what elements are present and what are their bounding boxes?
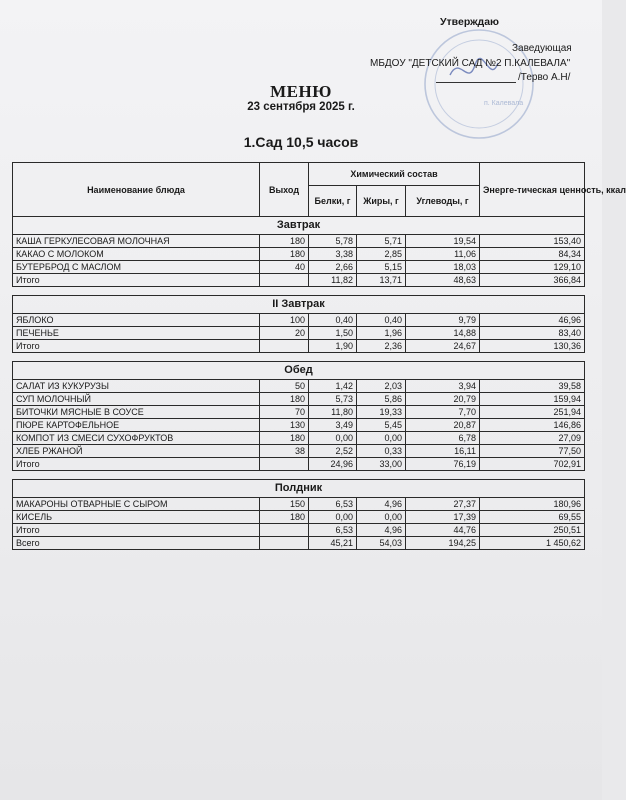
dish-energy: 27,09: [480, 432, 585, 445]
dish-name: КОМПОТ ИЗ СМЕСИ СУХОФРУКТОВ: [13, 432, 260, 445]
header-chemical: Химический состав: [309, 163, 480, 186]
dish-row: [13, 261, 585, 274]
dish-energy: 153,40: [480, 235, 585, 248]
dish-carbs: 6,78: [406, 432, 480, 445]
dish-proteins: 6,53: [309, 498, 357, 511]
dish-name: МАКАРОНЫ ОТВАРНЫЕ С СЫРОМ: [13, 498, 260, 511]
spacer-cell: [13, 287, 585, 296]
section-header: [13, 480, 585, 498]
dish-output: 180: [260, 393, 309, 406]
dish-row: [13, 432, 585, 445]
dish-energy: 180,96: [480, 498, 585, 511]
dish-energy: 39,58: [480, 380, 585, 393]
dish-energy: 129,10: [480, 261, 585, 274]
section-total-row: [13, 524, 585, 537]
dish-fats: 4,96: [357, 498, 406, 511]
total-label: Итого: [13, 274, 260, 287]
dish-energy: 146,86: [480, 419, 585, 432]
dish-proteins: 2,66: [309, 261, 357, 274]
dish-carbs: 20,79: [406, 393, 480, 406]
spacer-row: [13, 287, 585, 296]
dish-name: КАША ГЕРКУЛЕСОВАЯ МОЛОЧНАЯ: [13, 235, 260, 248]
dish-carbs: 18,03: [406, 261, 480, 274]
dish-output: 70: [260, 406, 309, 419]
header-energy: Энерге-тическая ценность, ккал: [480, 163, 585, 217]
dish-proteins: 5,73: [309, 393, 357, 406]
group-title: 1.Сад 10,5 часов: [243, 134, 359, 150]
dish-proteins: 5,78: [309, 235, 357, 248]
dish-carbs: 16,11: [406, 445, 480, 458]
spacer-row: [13, 471, 585, 480]
dish-name: БИТОЧКИ МЯСНЫЕ В СОУСЕ: [13, 406, 260, 419]
dish-output: 20: [260, 327, 309, 340]
dish-name: САЛАТ ИЗ КУКУРУЗЫ: [13, 380, 260, 393]
dish-fats: 0,00: [357, 511, 406, 524]
dish-carbs: 20,87: [406, 419, 480, 432]
total-label: Итого: [13, 340, 260, 353]
menu-table: [12, 162, 626, 550]
dish-output: 150: [260, 498, 309, 511]
total-carbs: 44,76: [406, 524, 480, 537]
spacer-row: [13, 353, 585, 362]
total-output-empty: [260, 340, 309, 353]
dish-carbs: 19,54: [406, 235, 480, 248]
dish-proteins: 11,80: [309, 406, 357, 419]
dish-name: СУП МОЛОЧНЫЙ: [13, 393, 260, 406]
total-output-empty: [260, 458, 309, 471]
total-fats: 4,96: [357, 524, 406, 537]
dish-proteins: 1,42: [309, 380, 357, 393]
dish-energy: 77,50: [480, 445, 585, 458]
dish-output: 38: [260, 445, 309, 458]
grand-total-carbs: 194,25: [406, 537, 480, 550]
total-output-empty: [260, 274, 309, 287]
dish-row: [13, 393, 585, 406]
section-title: II Завтрак: [13, 296, 585, 314]
total-proteins: 11,82: [309, 274, 357, 287]
dish-row: [13, 511, 585, 524]
dish-fats: 1,96: [357, 327, 406, 340]
dish-fats: 5,86: [357, 393, 406, 406]
approval-position: Заведующая: [512, 43, 572, 54]
dish-output: 180: [260, 511, 309, 524]
section-total-row: [13, 340, 585, 353]
dish-fats: 0,40: [357, 314, 406, 327]
dish-energy: 46,96: [480, 314, 585, 327]
total-proteins: 6,53: [309, 524, 357, 537]
header-proteins: Белки, г: [309, 186, 357, 217]
dish-energy: 251,94: [480, 406, 585, 419]
total-energy: 366,84: [480, 274, 585, 287]
section-title: Завтрак: [13, 217, 585, 235]
dish-carbs: 9,79: [406, 314, 480, 327]
dish-output: 130: [260, 419, 309, 432]
total-proteins: 1,90: [309, 340, 357, 353]
section-header: [13, 296, 585, 314]
dish-proteins: 3,38: [309, 248, 357, 261]
dish-row: [13, 327, 585, 340]
dish-fats: 5,15: [357, 261, 406, 274]
total-energy: 702,91: [480, 458, 585, 471]
approval-signature: /Терво А.Н/: [518, 72, 571, 83]
total-fats: 2,36: [357, 340, 406, 353]
section-header: [13, 362, 585, 380]
dish-carbs: 27,37: [406, 498, 480, 511]
section-header: [13, 217, 585, 235]
total-carbs: 48,63: [406, 274, 480, 287]
spacer-cell: [13, 353, 585, 362]
dish-output: 50: [260, 380, 309, 393]
section-total-row: [13, 458, 585, 471]
dish-proteins: 3,49: [309, 419, 357, 432]
dish-energy: 69,55: [480, 511, 585, 524]
dish-carbs: 11,06: [406, 248, 480, 261]
grand-total-output-empty: [260, 537, 309, 550]
dish-energy: 84,34: [480, 248, 585, 261]
dish-carbs: 14,88: [406, 327, 480, 340]
dish-energy: 83,40: [480, 327, 585, 340]
dish-name: ЯБЛОКО: [13, 314, 260, 327]
dish-carbs: 7,70: [406, 406, 480, 419]
header-fats: Жиры, г: [357, 186, 406, 217]
dish-output: 180: [260, 248, 309, 261]
dish-row: [13, 235, 585, 248]
dish-fats: 2,85: [357, 248, 406, 261]
dish-output: 180: [260, 432, 309, 445]
total-label: Итого: [13, 458, 260, 471]
grand-total-energy: 1 450,62: [480, 537, 585, 550]
dish-energy: 159,94: [480, 393, 585, 406]
section-total-row: [13, 274, 585, 287]
dish-proteins: 0,00: [309, 432, 357, 445]
dish-row: [13, 406, 585, 419]
dish-fats: 2,03: [357, 380, 406, 393]
grand-total-row: [13, 537, 585, 550]
header-name: Наименование блюда: [13, 163, 260, 217]
dish-carbs: 17,39: [406, 511, 480, 524]
dish-output: 40: [260, 261, 309, 274]
total-carbs: 76,19: [406, 458, 480, 471]
dish-row: [13, 498, 585, 511]
dish-fats: 0,33: [357, 445, 406, 458]
dish-row: [13, 380, 585, 393]
grand-total-fats: 54,03: [357, 537, 406, 550]
dish-row: [13, 419, 585, 432]
section-title: Обед: [13, 362, 585, 380]
grand-total-proteins: 45,21: [309, 537, 357, 550]
total-carbs: 24,67: [406, 340, 480, 353]
dish-proteins: 0,40: [309, 314, 357, 327]
dish-proteins: 2,52: [309, 445, 357, 458]
menu-date: 23 сентября 2025 г.: [247, 101, 355, 113]
dish-name: КИСЕЛЬ: [13, 511, 260, 524]
dish-carbs: 3,94: [406, 380, 480, 393]
dish-output: 180: [260, 235, 309, 248]
approval-organization: МБДОУ "ДЕТСКИЙ САД №2 П.КАЛЕВАЛА": [370, 58, 571, 69]
header-carbs: Углеводы, г: [406, 186, 480, 217]
dish-name: ПЮРЕ КАРТОФЕЛЬНОЕ: [13, 419, 260, 432]
dish-row: [13, 314, 585, 327]
dish-fats: 0,00: [357, 432, 406, 445]
approval-title: Утверждаю: [440, 16, 500, 28]
dish-name: ХЛЕБ РЖАНОЙ: [13, 445, 260, 458]
header-output: Выход: [260, 163, 309, 217]
total-energy: 250,51: [480, 524, 585, 537]
dish-name: КАКАО С МОЛОКОМ: [13, 248, 260, 261]
svg-text:п. Калевала: п. Калевала: [484, 100, 524, 107]
total-fats: 33,00: [357, 458, 406, 471]
dish-proteins: 0,00: [309, 511, 357, 524]
dish-fats: 5,71: [357, 235, 406, 248]
dish-fats: 19,33: [357, 406, 406, 419]
total-energy: 130,36: [480, 340, 585, 353]
menu-table-body: [13, 217, 585, 550]
grand-total-label: Всего: [13, 537, 260, 550]
dish-output: 100: [260, 314, 309, 327]
total-output-empty: [260, 524, 309, 537]
page-title: МЕНЮ: [270, 82, 332, 101]
dish-row: [13, 445, 585, 458]
total-proteins: 24,96: [309, 458, 357, 471]
spacer-cell: [13, 471, 585, 480]
dish-fats: 5,45: [357, 419, 406, 432]
section-title: Полдник: [13, 480, 585, 498]
dish-name: БУТЕРБРОД С МАСЛОМ: [13, 261, 260, 274]
dish-row: [13, 248, 585, 261]
total-label: Итого: [13, 524, 260, 537]
dish-proteins: 1,50: [309, 327, 357, 340]
total-fats: 13,71: [357, 274, 406, 287]
dish-name: ПЕЧЕНЬЕ: [13, 327, 260, 340]
